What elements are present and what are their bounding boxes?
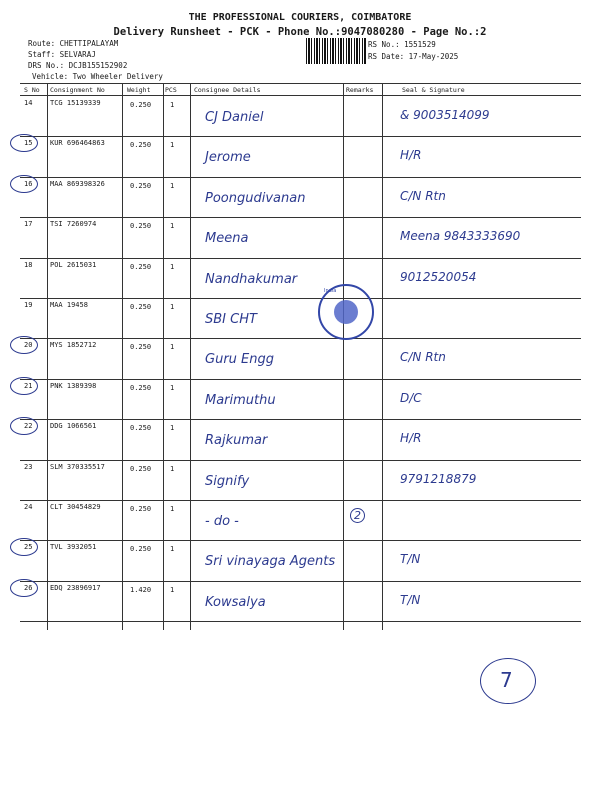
runsheet-title: Delivery Runsheet - PCK - Phone No.:9047080280 - Page No.:2 <box>113 26 487 38</box>
row-weight: 0.250 <box>130 545 152 554</box>
row-sno: 24 <box>24 503 33 511</box>
row-consignee: Jerome <box>205 150 251 166</box>
row-consignee: Kowsalya <box>205 594 266 610</box>
row-weight: 0.250 <box>130 101 152 109</box>
row-sno: 14 <box>24 99 33 107</box>
row-consignee: Marimuthu <box>205 392 276 408</box>
row-consignee: Meena <box>205 231 249 247</box>
row-sno: 22 <box>24 422 33 431</box>
row-weight: 0.250 <box>130 424 152 433</box>
row-weight: 0.250 <box>130 262 152 271</box>
row-sno: 15 <box>24 139 33 148</box>
sno-circle <box>10 336 38 354</box>
seal-stamp <box>318 284 374 340</box>
row-consignee: Guru Engg <box>205 352 274 368</box>
row-pcs: 1 <box>170 464 175 473</box>
row-signature: T/N <box>400 552 421 567</box>
col-remarks: Remarks <box>346 86 374 94</box>
row-weight: 0.250 <box>130 141 152 150</box>
row-sno: 26 <box>24 583 33 592</box>
row-signature: 9012520054 <box>400 269 477 284</box>
sno-circle <box>10 377 38 395</box>
row-signature: H/R <box>400 148 422 163</box>
col-consignee: Consignee Details <box>194 86 261 94</box>
col-pcs: PCS <box>165 86 177 94</box>
row-consignee: Poongudivanan <box>205 190 306 206</box>
row-weight: 0.250 <box>130 505 152 513</box>
row-sno: 21 <box>24 381 33 390</box>
row-consignment-no: EDQ 23896917 <box>50 583 101 592</box>
row-signature: T/N <box>400 592 421 607</box>
row-consignee: Signify <box>205 473 250 489</box>
row-weight: 0.250 <box>130 181 152 190</box>
sno-circle <box>10 175 38 193</box>
row-sno: 16 <box>24 179 33 188</box>
row-pcs: 1 <box>170 181 175 190</box>
row-consignment-no: PNK 1389398 <box>50 381 97 390</box>
col-sno: S No <box>24 86 40 94</box>
barcode <box>306 38 366 64</box>
row-consignment-no: TSI 7260974 <box>50 220 97 229</box>
row-consignee: SBI CHT <box>205 312 257 327</box>
vehicle: Vehicle: Two Wheeler Delivery <box>32 72 163 81</box>
row-weight: 0.250 <box>130 464 152 473</box>
row-weight: 0.250 <box>130 303 152 311</box>
row-weight: 1.420 <box>130 585 152 594</box>
row-signature: & 9003514099 <box>400 108 490 122</box>
row-pcs: 1 <box>170 585 175 594</box>
row-signature: C/N Rtn <box>400 350 446 365</box>
row-pcs: 1 <box>170 222 175 231</box>
row-consignment-no: MYS 1852712 <box>50 341 97 350</box>
page-mark: 7 <box>500 668 513 692</box>
col-weight: Weight <box>127 86 151 94</box>
rs-date: RS Date: 17-May-2025 <box>368 52 459 61</box>
row-consignment-no: MAA 869398326 <box>50 179 105 188</box>
row-pcs: 1 <box>170 303 175 311</box>
remark-mark: 2 <box>350 508 365 523</box>
row-consignment-no: TVL 3932051 <box>50 543 97 552</box>
row-consignee: - do - <box>205 514 239 529</box>
row-consignment-no: CLT 30454829 <box>50 503 101 511</box>
row-consignee: Rajkumar <box>205 433 268 449</box>
row-sno: 17 <box>24 220 33 229</box>
row-sno: 18 <box>24 260 33 269</box>
row-sno: 25 <box>24 543 33 552</box>
row-consignment-no: KUR 696464863 <box>50 139 105 148</box>
company-title: THE PROFESSIONAL COURIERS, COIMBATORE <box>188 12 412 23</box>
sno-circle <box>10 134 38 152</box>
row-pcs: 1 <box>170 424 175 433</box>
row-pcs: 1 <box>170 343 175 352</box>
row-consignment-no: TCG 15139339 <box>50 99 101 107</box>
drs-number: DRS No.: DCJB155152902 <box>28 61 128 70</box>
row-weight: 0.250 <box>130 343 152 352</box>
row-pcs: 1 <box>170 545 175 554</box>
row-consignment-no: DDG 1066561 <box>50 422 97 431</box>
row-consignment-no: MAA 19458 <box>50 301 88 309</box>
row-signature: C/N Rtn <box>400 188 446 203</box>
row-pcs: 1 <box>170 383 175 392</box>
route: Route: CHETTIPALAYAM <box>28 39 119 48</box>
sno-circle <box>10 579 38 597</box>
staff: Staff: SELVARAJ <box>28 50 96 59</box>
row-sno: 23 <box>24 462 33 471</box>
rs-number: RS No.: 1551529 <box>368 40 436 49</box>
row-sno: 20 <box>24 341 33 350</box>
row-consignee: Nandhakumar <box>205 271 298 287</box>
row-weight: 0.250 <box>130 383 152 392</box>
row-pcs: 1 <box>170 101 175 109</box>
row-consignment-no: SLM 370335517 <box>50 462 105 471</box>
row-signature: H/R <box>400 431 422 446</box>
sno-circle <box>10 538 38 556</box>
row-consignee: CJ Daniel <box>205 110 264 125</box>
stamp-text: India <box>324 288 337 294</box>
col-consignment: Consignment No <box>50 86 105 94</box>
row-signature: Meena 9843333690 <box>400 229 521 244</box>
row-signature: 9791218879 <box>400 471 477 486</box>
row-sno: 19 <box>24 301 33 309</box>
row-consignee: Sri vinayaga Agents <box>205 554 336 570</box>
row-weight: 0.250 <box>130 222 152 231</box>
row-pcs: 1 <box>170 505 175 513</box>
row-signature: D/C <box>400 390 422 405</box>
row-pcs: 1 <box>170 141 175 150</box>
sno-circle <box>10 417 38 435</box>
row-consignment-no: POL 2615031 <box>50 260 97 269</box>
col-seal: Seal & Signature <box>402 86 465 94</box>
row-pcs: 1 <box>170 262 175 271</box>
